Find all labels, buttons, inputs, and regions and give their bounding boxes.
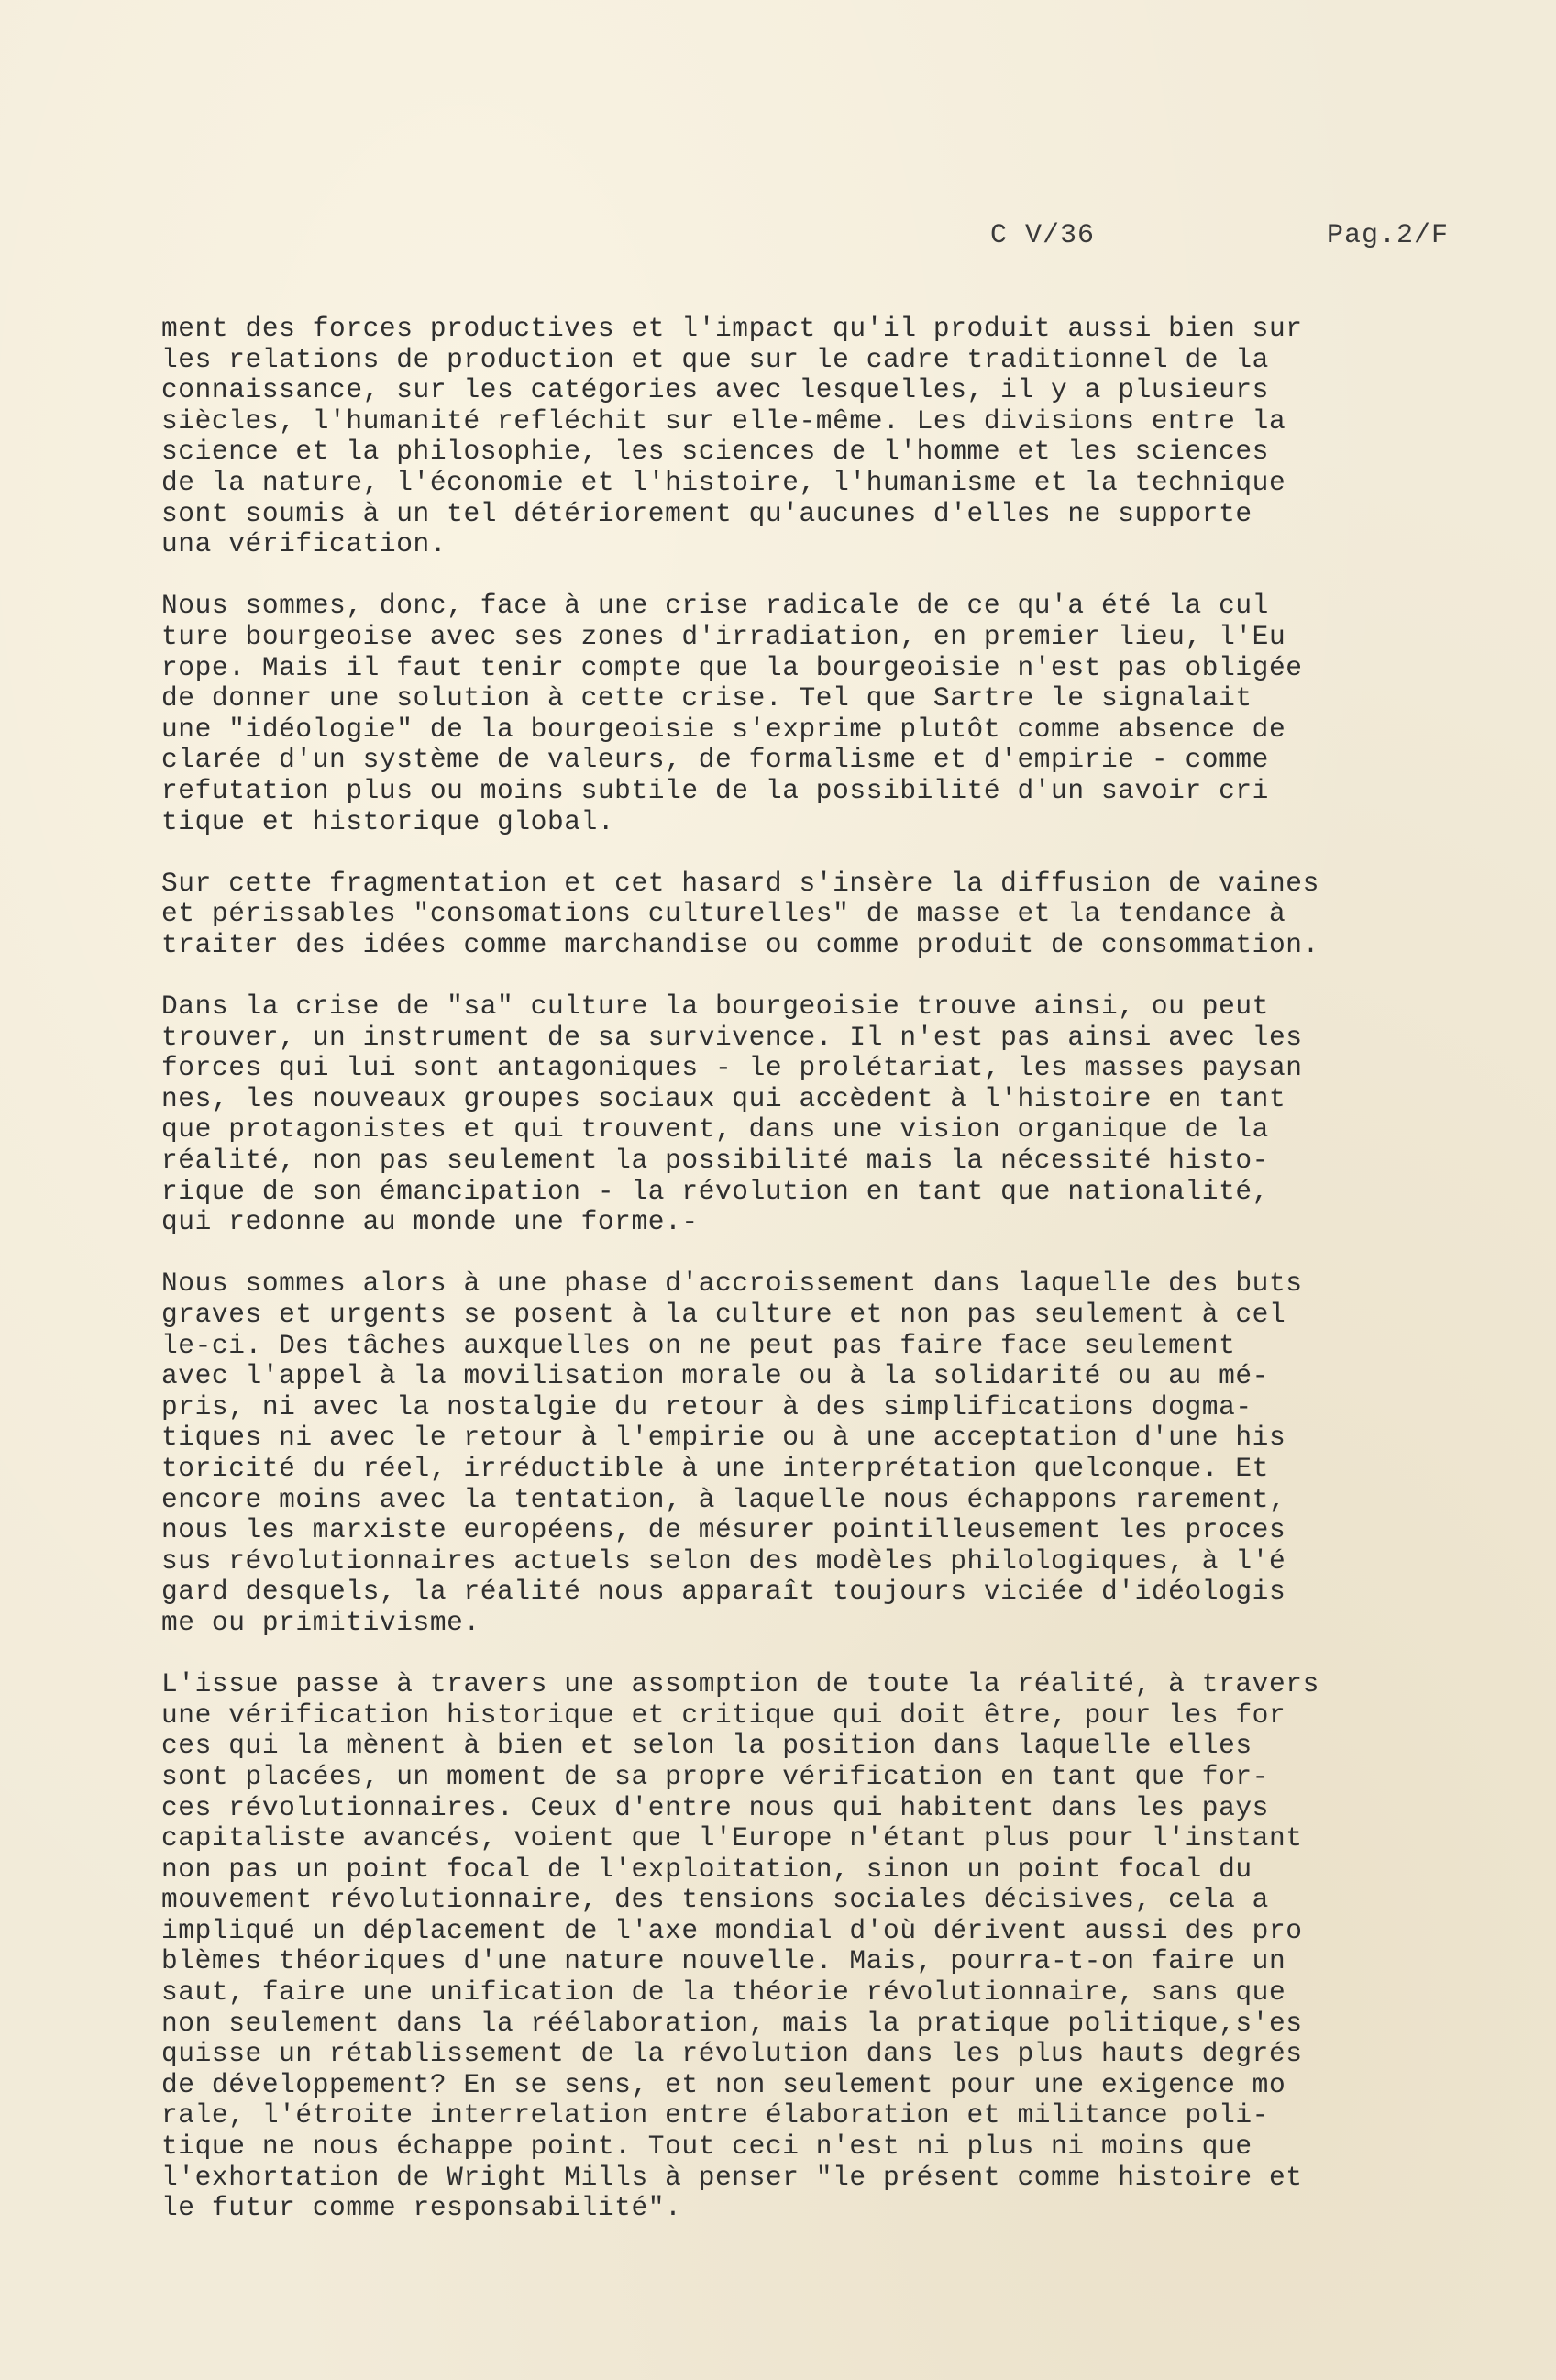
text-line: quisse un rétablissement de la révolution dans les plus hauts degrés [161,2038,1303,2070]
text-line: siècles, l'humanité refléchit sur elle-même. Les divisions entre la [161,404,1286,437]
paragraph [161,314,1463,560]
text-line: L'issue passe à travers une assomption de toute la réalité, à travers [161,1668,1319,1700]
text-line: saut, faire une unification de la théorie révolutionnaire, sans que [161,1976,1286,2009]
text-line: gard desquels, la réalité nous apparaît toujours viciée d'idéologis [161,1576,1286,1608]
text-line: toricité du réel, irréductible à une interprétation quelconque. Et [161,1452,1269,1484]
text-line: forces qui lui sont antagoniques - le prolétariat, les masses paysan [161,1052,1303,1084]
text-line: ture bourgeoise avec ses zones d'irradiation, en premier lieu, l'Eu [161,620,1286,652]
text-line: une "idéologie" de la bourgeoisie s'exprime plutôt comme absence de [161,713,1286,745]
text-line: tique et historique global. [161,805,615,837]
text-line: réalité, non pas seulement la possibilité mais la nécessité histo- [161,1145,1269,1177]
text-line: rique de son émancipation - la révolution en tant que nationalité, [161,1175,1269,1207]
text-line: le-ci. Des tâches auxquelles on ne peut pas faire face seulement [161,1329,1236,1361]
document-reference: C V/36 [990,220,1096,251]
paragraph [161,991,1463,1238]
body-text [161,314,1463,2254]
paragraph [161,591,1463,837]
text-line: encore moins avec la tentation, à laquelle nous échappons rarement, [161,1483,1286,1515]
text-line: sont soumis à un tel détériorement qu'aucunes d'elles ne supporte [161,497,1253,529]
page-header [990,220,1449,257]
text-line: Sur cette fragmentation et cet hasard s'insère la diffusion de vaines [161,867,1319,899]
text-line: sont placées, un moment de sa propre vérification en tant que for- [161,1760,1269,1792]
text-line: capitaliste avancés, voient que l'Europe n'étant plus pour l'instant [161,1822,1303,1854]
text-line: trouver, un instrument de sa survivence. Il n'est pas ainsi avec les [161,1021,1303,1053]
paragraph [161,869,1463,961]
text-line: graves et urgents se posent à la culture et non pas seulement à cel [161,1299,1286,1330]
text-line: nous les marxiste européens, de mésurer pointilleusement les proces [161,1514,1286,1546]
text-line: refutation plus ou moins subtile de la possibilité d'un savoir cri [161,774,1269,806]
text-line: Nous sommes, donc, face à une crise radicale de ce qu'a été la cul [161,590,1269,622]
text-line: pris, ni avec la nostalgie du retour à des simplifications dogma- [161,1390,1253,1422]
text-line: ces révolutionnaires. Ceux d'entre nous qui habitent dans les pays [161,1791,1269,1823]
text-line: tique ne nous échappe point. Tout ceci n'est ni plus ni moins que [161,2131,1253,2163]
text-line: science et la philosophie, les sciences de l'homme et les sciences [161,436,1269,468]
text-line: de développement? En se sens, et non seulement pour une exigence mo [161,2068,1286,2100]
paragraph [161,1669,1463,2224]
page-number: Pag.2/F [1326,220,1449,251]
text-line: et périssables "consomations culturelles" de masse et la tendance à [161,898,1286,930]
text-line: qui redonne au monde une forme.- [161,1206,699,1238]
text-line: l'exhortation de Wright Mills à penser "le présent comme histoire et [161,2161,1303,2193]
text-line: non seulement dans la réélaboration, mais la pratique politique,s'es [161,2007,1303,2039]
text-line: nes, les nouveaux groupes sociaux qui accèdent à l'histoire en tant [161,1082,1286,1114]
text-line: impliqué un déplacement de l'axe mondial d'où dérivent aussi des pro [161,1914,1303,1946]
text-line: sus révolutionnaires actuels selon des modèles philologiques, à l'é [161,1544,1286,1577]
text-line: de la nature, l'économie et l'histoire, l'humanisme et la technique [161,466,1286,498]
text-line: connaissance, sur les catégories avec lesquelles, il y a plusieurs [161,374,1269,406]
text-line: Dans la crise de "sa" culture la bourgeoisie trouve ainsi, ou peut [161,991,1269,1023]
text-line: clarée d'un système de valeurs, de formalisme et d'empirie - comme [161,744,1269,776]
text-line: ces qui la mènent à bien et selon la position dans laquelle elles [161,1730,1253,1762]
text-line: non pas un point focal de l'exploitation, sinon un point focal du [161,1853,1253,1885]
text-line: blèmes théoriques d'une nature nouvelle. Mais, pourra-t-on faire un [161,1945,1286,1977]
text-line: que protagonistes et qui trouvent, dans une vision organique de la [161,1113,1269,1146]
text-line: rale, l'étroite interrelation entre élaboration et militance poli- [161,2099,1269,2131]
text-line: de donner une solution à cette crise. Tel que Sartre le signalait [161,682,1253,714]
text-line: rope. Mais il faut tenir compte que la bourgeoisie n'est pas obligée [161,651,1303,683]
text-line: traiter des idées comme marchandise ou comme produit de consommation. [161,928,1319,960]
text-line: avec l'appel à la movilisation morale ou à la solidarité ou au mé- [161,1360,1269,1392]
text-line: mouvement révolutionnaire, des tensions sociales décisives, cela a [161,1884,1269,1916]
text-line: una vérification. [161,528,447,560]
text-line: me ou primitivisme. [161,1606,480,1638]
text-line: le futur comme responsabilité". [161,2192,682,2224]
text-line: ment des forces productives et l'impact qu'il produit aussi bien sur [161,313,1303,344]
paragraph [161,1268,1463,1638]
text-line: tiques ni avec le retour à l'empirie ou à une acceptation d'une his [161,1422,1286,1454]
text-line: une vérification historique et critique qui doit être, pour les for [161,1699,1286,1731]
text-line: Nous sommes alors à une phase d'accroissement dans laquelle des buts [161,1267,1303,1300]
text-line: les relations de production et que sur le cadre traditionnel de la [161,343,1269,375]
